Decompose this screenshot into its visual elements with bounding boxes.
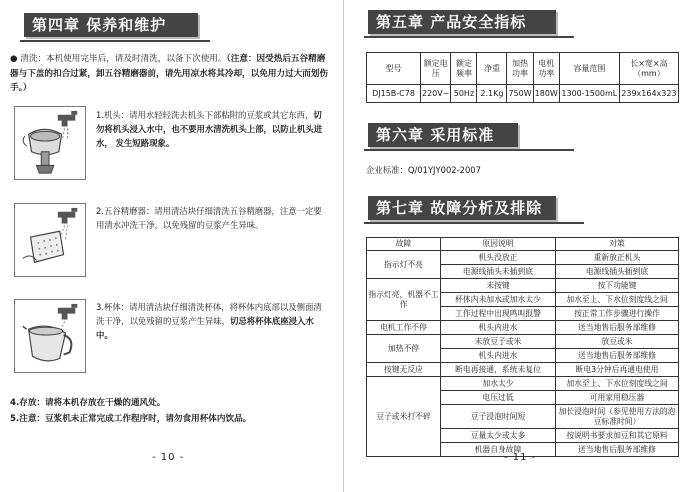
spec-table [366, 52, 679, 103]
chapter5-title: 第五章 产品安全指标 [368, 10, 556, 34]
fault-solution: 送当地售后服务部维修 [556, 349, 679, 363]
fault-symptom: 指示灯亮，机器不工作 [367, 279, 441, 321]
fault-solution: 按说明书要求加豆和其它原料 [556, 429, 679, 443]
fault-cause: 机头没放正 [441, 251, 556, 265]
chapter6-title: 第六章 采用标准 [368, 123, 518, 147]
fault-symptom: 加热不停 [367, 335, 441, 363]
grinder-illustration [14, 203, 86, 277]
fault-cause: 机头内进水 [441, 349, 556, 363]
storage-note: 4.存放：请将本机存放在干燥的通风处。 [10, 398, 166, 408]
fault-cause: 机头内进水 [441, 321, 556, 335]
fault-solution: 电源线插头插到底 [556, 265, 679, 279]
spec-frequency: 50Hz [451, 85, 477, 103]
spec-motor-power: 180W [533, 85, 559, 103]
jug-illustration [14, 299, 86, 373]
fault-row [367, 335, 679, 349]
page-number-right: - 11 - [504, 452, 537, 463]
fault-cause: 加水太少 [441, 377, 556, 391]
spec-dimensions: 239x164x323 [619, 85, 678, 103]
fault-header-row [367, 238, 679, 251]
chapter7-title: 第七章 故障分析及排除 [368, 196, 556, 220]
spec-header-weight: 净重 [477, 53, 507, 85]
fault-header-cause: 原因说明 [441, 238, 556, 251]
spec-header-row [367, 53, 679, 85]
machine-head-illustration [14, 106, 86, 180]
step-machine-head-text: 1.机头：请用水轻轻洗去机头下部粘附的豆浆或其它东西， [96, 110, 314, 120]
step-machine-head [96, 108, 328, 150]
fault-cause: 电压过低 [441, 391, 556, 405]
step-jug-warning: 切忌将杯体底座浸入水中。 [96, 316, 314, 340]
spec-header-motor-power: 电机功率 [533, 53, 559, 85]
spec-value-row [367, 85, 679, 103]
page-number-left: - 10 - [152, 452, 185, 463]
fault-cause: 工作过程中出现鸣叫报警 [441, 307, 556, 321]
step-grinder-text: 2.五谷精磨器：请用清洁块仔细清洗五谷精磨器，注意一定要用清水冲洗干净，以免残留的豆浆产生异味。 [96, 206, 322, 230]
fault-solution: 断电3分钟后再通电使用 [556, 363, 679, 377]
fault-solution: 加水至上、下水位刻度线之间 [556, 377, 679, 391]
fault-header-solution: 对策 [556, 238, 679, 251]
spec-header-model: 型号 [367, 53, 421, 85]
fault-solution: 可用家用稳压器 [556, 391, 679, 405]
chapter7-rule [364, 222, 584, 224]
right-page [344, 0, 687, 492]
spec-capacity: 1300-1500mL [559, 85, 619, 103]
chapter6-rule [364, 149, 574, 151]
fault-cause: 断电再接通，系统未复位 [441, 363, 556, 377]
fault-row [367, 251, 679, 265]
fault-solution: 送当地售后服务部维修 [556, 443, 679, 457]
spec-header-frequency: 额定频率 [451, 53, 477, 85]
fault-solution: 加水至上、下水位刻度线之间 [556, 293, 679, 307]
spec-header-heating-power: 加热功率 [507, 53, 533, 85]
fault-solution: 按下功能键 [556, 279, 679, 293]
fault-row [367, 279, 679, 293]
fault-row [367, 363, 679, 377]
fault-symptom: 按键无反应 [367, 363, 441, 377]
fault-symptom: 电机工作不停 [367, 321, 441, 335]
fault-symptom: 豆子或米打不碎 [367, 377, 441, 457]
step-grinder [96, 204, 328, 232]
step-jug-text: 3.杯体：请用清洁块仔细清洗杯体，将杯体内底部以及侧面清洗干净，以免残留的豆浆产生异味， [96, 302, 322, 326]
fault-header-symptom: 故障 [367, 238, 441, 251]
chapter5-rule [364, 36, 574, 38]
chapter4-title: 第四章 保养和维护 [24, 13, 198, 37]
fault-cause: 未按键 [441, 279, 556, 293]
cleaning-intro-text: ● 清洗：本机使用完毕后，请及时清洗，以备下次使用。 [10, 54, 227, 64]
fault-solution: 按正常工作步骤进行操作 [556, 307, 679, 321]
spec-heating-power: 750W [507, 85, 533, 103]
spec-voltage: 220V~ [421, 85, 451, 103]
fault-cause: 豆子浸泡时间短 [441, 405, 556, 429]
fault-cause: 杯体内未加水或加水太少 [441, 293, 556, 307]
fault-solution: 加长浸泡时间（参见使用方法的泡豆标准时间） [556, 405, 679, 429]
caution-note: 5.注意：豆浆机未正常完成工作程序时，请勿食用杯体内饮品。 [10, 414, 252, 424]
step-machine-head-warning: 切勿将机头浸入水中，也不要用水清洗机头上部，以防止机头进水， 发生短路现象。 [96, 110, 323, 148]
fault-cause: 豆量太少或太多 [441, 429, 556, 443]
spec-header-capacity: 容量范围 [559, 53, 619, 85]
spec-weight: 2.1Kg [477, 85, 507, 103]
fault-cause: 电源线插头未插到底 [441, 265, 556, 279]
fault-symptom: 指示灯不亮 [367, 251, 441, 279]
fault-cause: 机器自身故障 [441, 443, 556, 457]
spec-header-voltage: 额定电压 [421, 53, 451, 85]
fault-solution: 送当地售后服务部维修 [556, 321, 679, 335]
fault-row [367, 377, 679, 391]
fault-solution: 重新放正机头 [556, 251, 679, 265]
left-page [0, 0, 343, 492]
fault-table [366, 237, 679, 457]
chapter4-rule [20, 40, 210, 42]
spec-header-dimensions: 长×宽×高（mm） [619, 53, 678, 85]
cleaning-intro [10, 52, 328, 96]
spec-model: DJ15B-C78 [367, 85, 421, 103]
step-jug [96, 300, 328, 342]
fault-solution: 放豆或米 [556, 335, 679, 349]
cleaning-intro-warning: （注意：因受热后五谷精磨器与下盖的扣合过紧，卸五谷精磨器前，请先用凉水将其冷却，以免用力过大而划伤手。） [10, 54, 328, 93]
fault-cause: 未放豆子或米 [441, 335, 556, 349]
fault-row [367, 321, 679, 335]
enterprise-standard: 企业标准：Q/01YJY002-2007 [366, 165, 481, 175]
